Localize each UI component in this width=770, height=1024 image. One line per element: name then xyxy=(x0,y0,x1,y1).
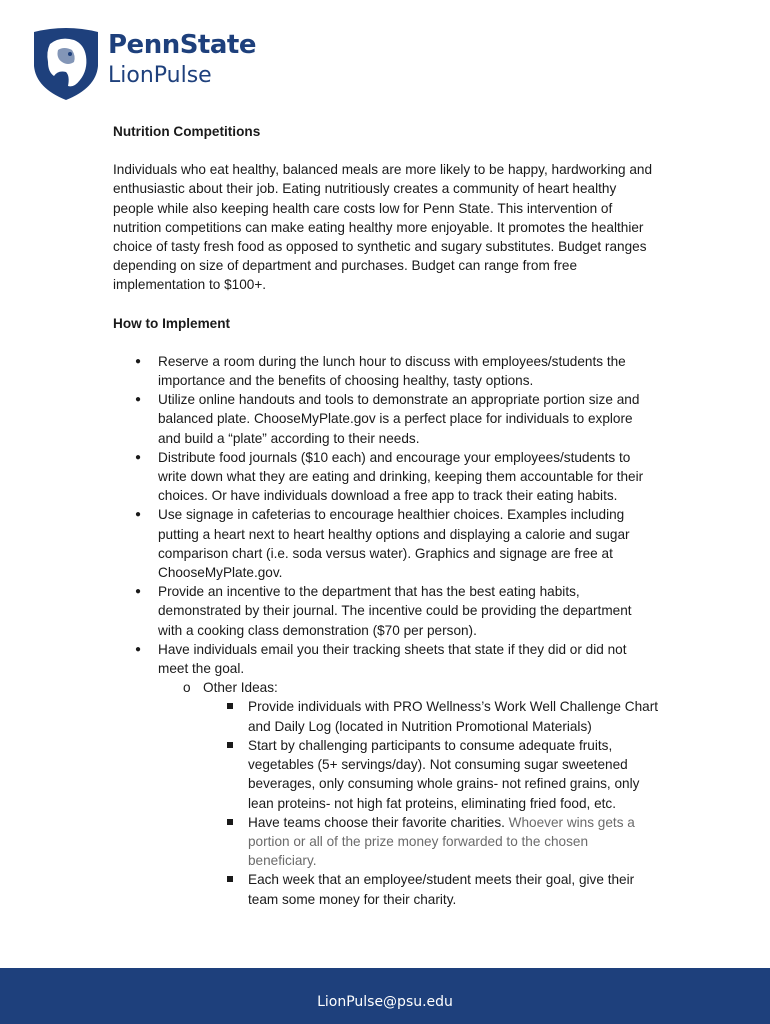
header-logo xyxy=(30,26,290,102)
list-item: ● Utilize online handouts and tools to demonstrate an appropriate portion size and balanced plate. ChooseMyPlate.gov is a perfect place for individuals to explore and build a “plate” according to their needs. xyxy=(135,392,640,446)
square-bullet-icon xyxy=(227,876,233,882)
ideas-sublist xyxy=(203,697,658,908)
list-item: ● Use signage in cafeterias to encourage healthier choices. Examples including putting a heart next to heart healthy options and displaying a calorie and sugar comparison chart (i.e. soda versus water). Graphics and signage are free at ChooseMyPlate.gov. xyxy=(135,507,630,581)
section-heading: How to Implement xyxy=(113,315,231,331)
list-item: Provide individuals with PRO Wellness’s Work Well Challenge Chart and Daily Log (located in Nutrition Promotional Materials) xyxy=(203,697,658,735)
implementation-list xyxy=(113,352,658,909)
square-bullet-icon xyxy=(227,819,233,825)
footer-email-link[interactable]: LionPulse@psu.edu xyxy=(317,994,453,1010)
list-item: ● Have individuals email you their tracking sheets that state if they did or did not meet the goal. o Other Ideas: Provide individuals with PRO Wellness’s Work Well Challenge Chart and Daily Log (located in Nutrition Promotional Materials) Start by challenging participants to consume adequate fruits, vegetables (5+ servings/day). Not consuming sugar sweetened beverages, only consuming whole grains- not refined grains, only lean proteins- not high fat proteins, eliminating fried food, etc. Have teams choose their favorite charities. Whoever wins gets a portion or all of the prize money forwarded to the chosen beneficiary. Each week that an employee/student meets their goal, give their team some money for their charity. xyxy=(113,640,658,909)
brand-name: PennState xyxy=(108,30,256,60)
list-item: Have teams choose their favorite charities. Whoever wins gets a portion or all of the prize money forwarded to the chosen beneficiary. xyxy=(203,813,658,871)
list-item: Start by challenging participants to consume adequate fruits, vegetables (5+ servings/day). Not consuming sugar sweetened beverages, only consuming whole grains- not refined grains, only lean proteins- not high fat proteins, eliminating fried food, etc. xyxy=(203,736,658,813)
square-bullet-icon xyxy=(227,703,233,709)
list-item: ● Reserve a room during the lunch hour to discuss with employees/students the importance and the benefits of choosing healthy, tasty options. xyxy=(135,353,626,389)
bullet-icon: ● xyxy=(135,509,142,521)
document-body xyxy=(113,122,658,909)
footer-bar xyxy=(0,968,770,1024)
bullet-icon: ● xyxy=(135,394,142,406)
list-item: ● Distribute food journals ($10 each) and encourage your employees/students to write down what they are eating and drinking, keeping them accountable for their choices. Or have individuals download a free app to track their eating habits. xyxy=(135,449,644,504)
list-item: Each week that an employee/student meets their goal, give their team some money for their charity. xyxy=(203,870,658,908)
list-item xyxy=(158,678,658,908)
other-ideas-list xyxy=(158,678,658,908)
intro-paragraph: Individuals who eat healthy, balanced meals are more likely to be happy, hardworking and enthusiastic about their job. Eating nutritiously creates a community of heart healthy people while also keeping health care costs low for Penn State. This intervention of nutrition competitions can make eating healthy more enjoyable. It promotes the healthier choice of tasty fresh food as opposed to synthetic and sugary substitutes. Budget ranges depending on size of department and purchases. Budget can range from free implementation to $100+. xyxy=(113,162,653,293)
page-title: Nutrition Competitions xyxy=(113,124,261,139)
brand-subtitle: LionPulse xyxy=(108,63,212,88)
bullet-icon: ● xyxy=(135,643,142,655)
other-ideas-label: Other Ideas: xyxy=(203,680,278,696)
bullet-icon: ● xyxy=(135,451,142,463)
nittany-lion-shield-icon xyxy=(30,26,102,102)
bullet-icon: ● xyxy=(135,586,142,598)
list-item: ● Provide an incentive to the department that has the best eating habits, demonstrated by their journal. The incentive could be providing the department with a cooking class demonstration ($70 per person). xyxy=(135,584,632,638)
square-bullet-icon xyxy=(227,742,233,748)
bullet-icon: ● xyxy=(135,355,142,367)
circle-bullet-icon: o xyxy=(183,680,191,696)
